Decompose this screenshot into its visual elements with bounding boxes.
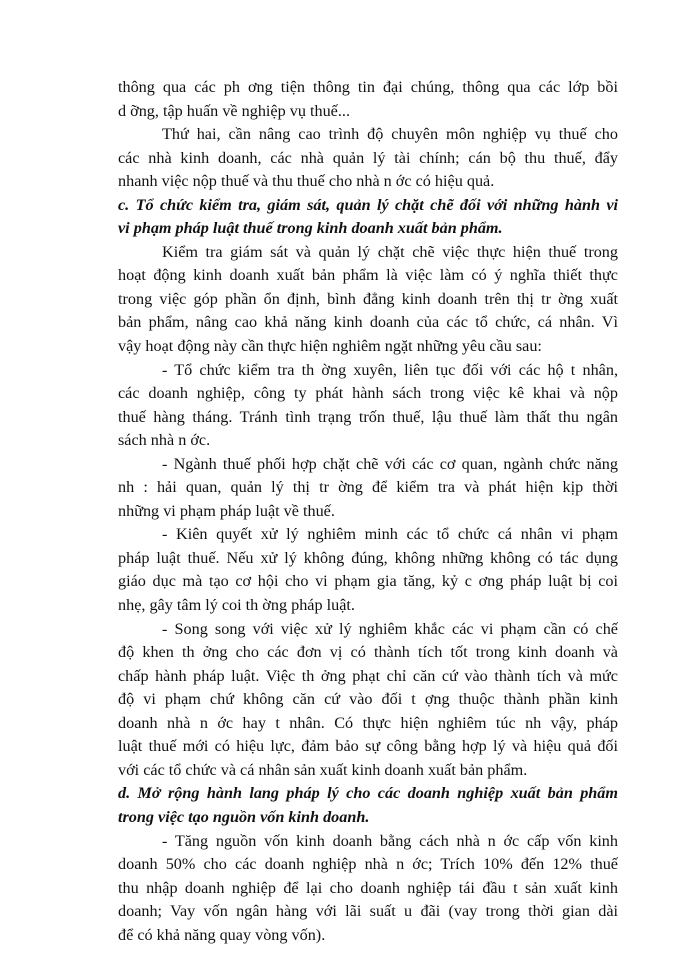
text-line: trong việc góp phần ổn định, bình đẳng kinh doanh trên thị tr ờng xuất — [118, 289, 618, 308]
section-heading-d: d. Mở rộng hành lang pháp lý cho các doanh nghiệp xuất bản phẩm — [118, 784, 618, 803]
text-line: độ vi phạm chứ không căn cứ vào đối t ợng thuộc thành phần kinh — [118, 690, 618, 709]
text-line: - Ngành thuế phối hợp chặt chẽ với các cơ quan, ngành chức năng — [162, 454, 618, 473]
text-line: nhanh việc nộp thuế và thu thuế cho nhà n ớc có hiệu quả. — [118, 172, 495, 191]
text-line: doanh 50% cho các doanh nghiệp nhà n ớc; Trích 10% đến 12% thuế — [118, 855, 618, 874]
text-line: - Kiên quyết xử lý nghiêm minh các tổ chức cá nhân vi phạm — [162, 525, 618, 544]
text-line: các nhà kinh doanh, các nhà quản lý tài chính; cán bộ thu thuế, đẩy — [118, 148, 618, 167]
text-line: giáo dục mà tạo cơ hội cho vi phạm gia tăng, kỷ c ơng pháp luật bị coi — [118, 572, 618, 591]
text-line: - Tổ chức kiểm tra th ờng xuyên, liên tục đối với các hộ t nhân, — [162, 360, 618, 379]
text-line: pháp luật thuế. Nếu xử lý không đúng, không những không có tác dụng — [118, 548, 618, 567]
text-line: hoạt động kinh doanh xuất bản phẩm là việc làm có ý nghĩa thiết thực — [118, 266, 618, 285]
text-line: bản phẩm, nâng cao khả năng kinh doanh của các tổ chức, cá nhân. Vì — [118, 313, 618, 332]
text-line: vậy hoạt động này cần thực hiện nghiêm ngặt những yêu cầu sau: — [118, 337, 542, 356]
text-line: doanh nhà n ớc hay t nhân. Có thực hiện nghiêm túc nh vậy, pháp — [118, 713, 618, 732]
text-line: Kiểm tra giám sát và quản lý chặt chẽ việc thực hiện thuế trong — [162, 242, 618, 261]
text-line: chấp hành pháp luật. Việc th ởng phạt chỉ căn cứ vào thành tích và mức — [118, 666, 618, 685]
text-line: nh : hải quan, quản lý thị tr ờng để kiểm tra và phát hiện kịp thời — [118, 478, 618, 497]
section-heading-c: c. Tổ chức kiểm tra, giám sát, quản lý chặt chẽ đối với những hành vi — [118, 195, 618, 214]
text-line: thuế hàng tháng. Tránh tình trạng trốn thuế, lậu thuế làm thất thu ngân — [118, 407, 618, 426]
text-line: sách nhà n ớc. — [118, 431, 211, 450]
text-line: thu nhập doanh nghiệp để lại cho doanh nghiệp tái đầu t sản xuất kinh — [118, 878, 618, 897]
text-line: doanh; Vay vốn ngân hàng với lãi suất u đãi (vay trong thời gian dài — [118, 902, 618, 921]
section-heading-d: trong việc tạo nguồn vốn kinh doanh. — [118, 807, 370, 826]
document-body — [118, 76, 618, 947]
text-line: luật thuế mới có hiệu lực, đảm bảo sự công bằng hợp lý và hiệu quả đối — [118, 737, 618, 756]
section-heading-c: vi phạm pháp luật thuế trong kinh doanh xuất bản phẩm. — [118, 219, 503, 238]
text-line: nhẹ, gây tâm lý coi th ờng pháp luật. — [118, 596, 355, 615]
text-line: với các tổ chức và cá nhân sản xuất kinh doanh xuất bản phẩm. — [118, 760, 528, 779]
text-line: Thứ hai, cần nâng cao trình độ chuyên môn nghiệp vụ thuế cho — [162, 125, 618, 144]
text-line: thông qua các ph ơng tiện thông tin đại chúng, thông qua các lớp bồi — [118, 78, 618, 96]
text-line: độ khen th ởng cho các đơn vị có thành tích tốt trong kinh doanh và — [118, 643, 618, 662]
text-line: - Tăng nguồn vốn kinh doanh bằng cách nhà n ớc cấp vốn kinh — [162, 831, 618, 850]
text-line: những vi phạm pháp luật về thuế. — [118, 501, 335, 520]
text-line: để có khả năng quay vòng vốn). — [118, 925, 326, 944]
text-line: - Song song với việc xử lý nghiêm khắc các vi phạm cần có chế — [162, 619, 618, 638]
text-line: các doanh nghiệp, công ty phát hành sách trong việc kê khai và nộp — [118, 384, 618, 403]
text-line: d ỡng, tập huấn về nghiệp vụ thuế... — [118, 101, 350, 120]
